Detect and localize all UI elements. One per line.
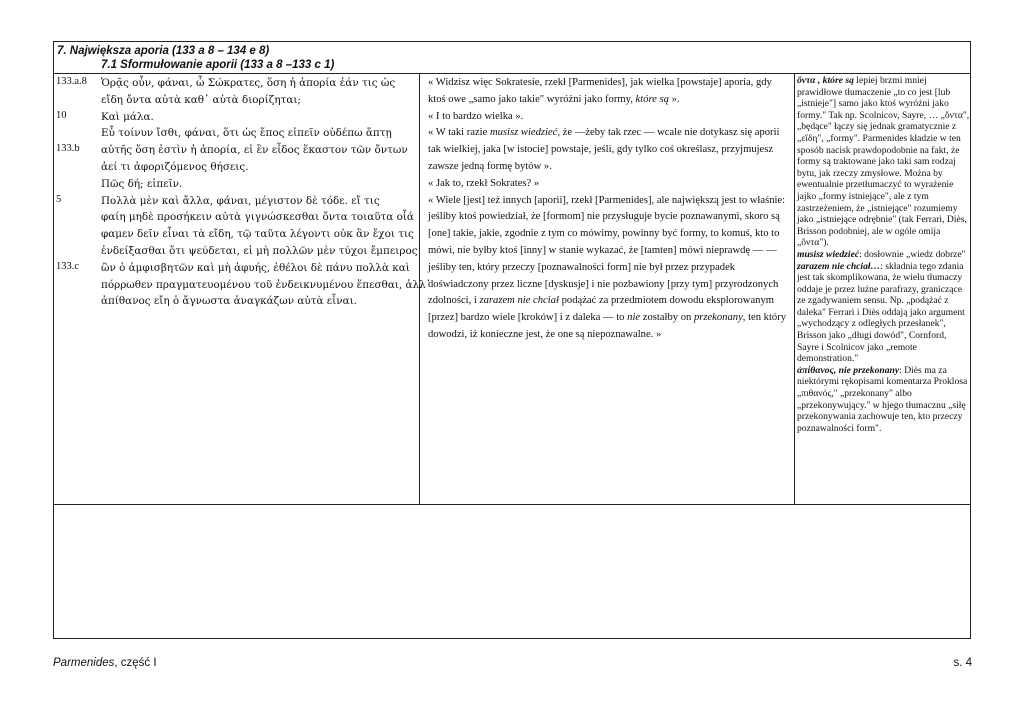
- greek-line: Πολλὰ μὲν καὶ ἄλλα, φάναι, μέγιστον δὲ τόδε. εἴ τις: [101, 194, 380, 207]
- section-title: 7. Największa aporia (133 a 8 – 134 e 8): [57, 45, 270, 57]
- translation-paragraph: « Jak to, rzekł Sokrates? »: [428, 177, 540, 189]
- greek-line: πόρρωθεν πραγματευομένου τοῦ ἐνδεικνυμένου ἕπεσθαι, ἀλλ᾽: [101, 278, 431, 291]
- translation-paragraph: « Widzisz więc Sokratesie, rzekł [Parmenides], jak wielka [powstaje] aporia, gdy ktoś owe „samo jako takie" wyróżni jako formy, które są ».: [428, 77, 772, 105]
- line-reference: 133.c: [56, 260, 80, 272]
- notes-column: [795, 74, 970, 504]
- greek-line: φαμεν δεῖν εἶναι τὰ εἴδη, τῷ ταῦτα λέγοντι οὐκ ἂν ἔχοι τις: [101, 228, 414, 241]
- greek-line: Πῶς δή; εἰπεῖν.: [101, 177, 183, 190]
- page-number: s. 4: [953, 657, 972, 669]
- greek-line: ἀπίθανος εἴη ὁ ἄγνωστα ἀναγκάζων αὐτὰ εἶναι.: [101, 295, 357, 308]
- greek-line: Καὶ μάλα.: [101, 110, 154, 123]
- greek-line: αὐτῆς ὅση ἐστὶν ἡ ἀπορία, εἰ ἓν εἶδος ἕκαστον τῶν ὄντων: [101, 144, 408, 157]
- note: ἀπίθανος, nie przekonany: Diès ma za niektórymi rękopisami komentarza Proklosa „πιθανός," „przekonany" albo „przekonywujący." w hjego tłumacznu „siłę przekonywania zachowuje ten, kto przeczy poznawalności form".: [797, 364, 968, 434]
- document-table: [53, 41, 971, 639]
- section-header: [54, 42, 970, 74]
- greek-line: φαίη μηδὲ προσήκειν αὐτὰ γιγνώσκεσθαι ὄντα τοιαῦτα οἷά: [101, 211, 414, 224]
- greek-line: εἴδη ὄντα αὐτὰ καθ᾽ αὑτὰ διορίζηται;: [101, 93, 301, 106]
- translation-paragraph: « Wiele [jest] też innych [aporii], rzekł [Parmenides], ale największą jest to właśnie: jeśliby ktoś powiedział, że [formom] nie przysługuje bycie poznawanymi, skoro są [one] takie, jakie, zgodnie z tym co mówimy, powinny być formy, to komuś, kto to mówi, nie byłby ktoś [inny] w stanie wykazać, że [tamten] mówi nieprawdę — — jeśliby ten, który przeczy [poznawalności form] nie był przez przypadek doświadczony przez liczne [dyskusje] i nie pozbawiony [przy tym] przyrodzonych zdolności, i zarazem nie chciał podążać za przedmiotem dowodu eksplorowanym [przez] bardzo wiele [kroków] i z daleka — to nie zostałby on przekonany, ten który dowodzi, iż konieczne jest, że one są niepoznawalne. »: [428, 194, 787, 340]
- greek-line: Ὁρᾷς οὖν, φάναι, ὦ Σώκρατες, ὅση ἡ ἀπορία ἐάν τις ὡς: [101, 77, 396, 89]
- footer-title: Parmenides, część I: [53, 657, 157, 669]
- translation-paragraph: « I to bardzo wielka ».: [428, 110, 524, 122]
- line-reference: 10: [56, 109, 67, 121]
- greek-text-column: [98, 74, 431, 504]
- note: musisz wiedzieć: dosłownie „wiedz dobrze": [797, 248, 966, 260]
- greek-line: Εὖ τοίνυν ἴσθι, φάναι, ὅτι ὡς ἔπος εἰπεῖν οὐδέπω ἅπτῃ: [101, 127, 392, 140]
- reference-column: [54, 74, 98, 504]
- greek-line: ἀεί τι ἀφοριζόμενος θήσεις.: [101, 160, 249, 173]
- greek-line: ὢν ὁ ἀμφισβητῶν καὶ μὴ ἀφυής, ἐθέλοι δὲ πάνυ πολλὰ καὶ: [101, 261, 410, 274]
- note: ὄντα , które są lepiej brzmi mniej prawidłowe tłumaczenie „to co jest [lub „istnieje"] samo jako ktoś wyróżni jako formy." Tak np. Scolnicov, Sayre, … „ὄντα", „będące" łączy się jednak gramatycznie z „εἴδη", „formy". Parmenides kładzie w ten sposób nacisk prawdopodobnie na fakt, że formy są traktowane jako taki sam rodzaj bytu, jak rzeczy zmysłowe. Można by ewentualnie przetłumaczyć to wyrażenie jajko „formy istniejące", ale z tym zastrzeżeniem, że „istniejące" rozumiemy jako „istniejące odrębnie" (tak Ferrari, Diès, Brisson podobniej, ale w ogóle omija „ὄντα").: [797, 75, 970, 249]
- subsection-title: 7.1 Sformułowanie aporii (133 a 8 –133 c 1): [101, 59, 335, 71]
- note: zarazem nie chciał…: składnia tego zdania jest tak skomplikowana, że wielu tłumaczy oddaje je przez luźne parafrazy, graniczące ze zgadywaniem sensu. Np. „podążać z daleka" Ferrari i Diès oddają jako argument „wychodzący z odległych przesłanek", Brisson jako „długi dowód", Cornford, Sayre i Scolnicov jako „remote demonstration.": [797, 260, 965, 365]
- line-reference: 5: [56, 193, 62, 205]
- line-reference: 133.b: [56, 143, 80, 155]
- polish-translation-column: [420, 74, 795, 504]
- line-reference: 133.a.8: [56, 76, 87, 87]
- translation-paragraph: « W taki razie musisz wiedzieć, że —żeby tak rzec — wcale nie dotykasz się aporii tak wielkiej, jaka [w istocie] powstaje, jeśli, gdy tylko coś określasz, przyjmujesz zawsze jedną formę bytów ».: [428, 127, 780, 172]
- table-row-divider: [54, 504, 970, 505]
- greek-line: ἐνδείξασθαι ὅτι ψεύδεται, εἰ μὴ πολλῶν μὲν τύχοι ἔμπειρος: [101, 244, 418, 257]
